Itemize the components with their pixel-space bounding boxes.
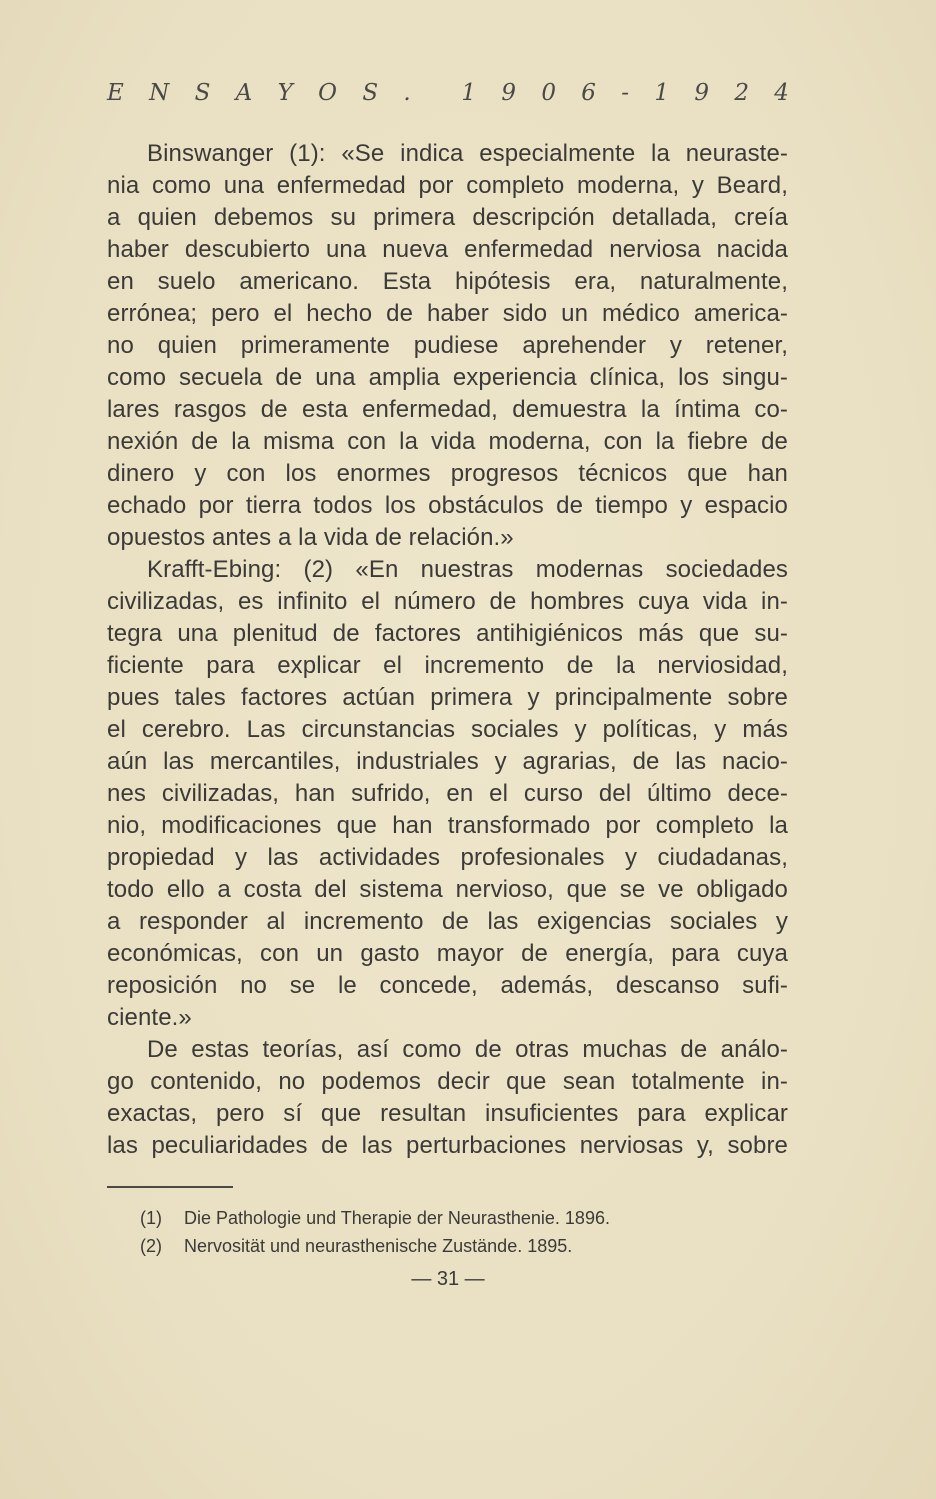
header-letter: 4: [774, 80, 789, 106]
text-line: en suelo americano. Esta hipótesis era, naturalmente,: [107, 268, 788, 295]
footnote-number: (2): [140, 1236, 162, 1256]
footnote-rule: [107, 1186, 233, 1188]
header-letter: .: [403, 80, 411, 106]
header-letter: 9: [501, 80, 516, 106]
text-line: a quien debemos su primera descripción detallada, creía: [107, 204, 788, 231]
text-line: no quien primeramente pudiese aprehender y retener,: [107, 332, 788, 359]
text-line: como secuela de una amplia experiencia clínica, los singu-: [107, 364, 788, 391]
text-line: reposición no se le concede, además, descanso sufi-: [107, 972, 788, 999]
text-line: ficiente para explicar el incremento de la nerviosidad,: [107, 652, 788, 679]
text-line: ciente.»: [107, 1004, 192, 1031]
text-line: todo ello a costa del sistema nervioso, que se ve obligado: [107, 876, 788, 903]
header-letter: E: [107, 80, 124, 106]
text-line: De estas teorías, así como de otras muchas de análo-: [147, 1036, 788, 1063]
text-line: aún las mercantiles, industriales y agrarias, de las nacio-: [107, 748, 788, 775]
text-line: echado por tierra todos los obstáculos de tiempo y espacio: [107, 492, 788, 519]
header-letter: Y: [277, 80, 293, 106]
header-letter: 1: [654, 80, 670, 106]
text-line: el cerebro. Las circunstancias sociales y políticas, y más: [107, 716, 788, 743]
text-line: opuestos antes a la vida de relación.»: [107, 524, 514, 551]
text-line: nia como una enfermedad por completo moderna, y Beard,: [107, 172, 788, 199]
footnote-text: Die Pathologie und Therapie der Neurasthenie. 1896.: [184, 1208, 610, 1228]
header-letter: 1: [461, 80, 477, 106]
text-line: nexión de la misma con la vida moderna, con la fiebre de: [107, 428, 788, 455]
text-line: pues tales factores actúan primera y principalmente sobre: [107, 684, 788, 711]
text-line: nes civilizadas, han sufrido, en el curso del último dece-: [107, 780, 788, 807]
text-line: Binswanger (1): «Se indica especialmente la neuraste-: [147, 140, 788, 167]
text-line: lares rasgos de esta enfermedad, demuestra la íntima co-: [107, 396, 788, 423]
header-letter: N: [149, 80, 170, 106]
header-letter: 2: [734, 80, 749, 106]
text-line: go contenido, no podemos decir que sean totalmente in-: [107, 1068, 788, 1095]
footnote-text: Nervosität und neurasthenische Zustände. 1895.: [184, 1236, 573, 1256]
header-letter: -: [621, 80, 630, 106]
page-number: — 31 —: [411, 1268, 485, 1290]
footnote-number: (1): [140, 1208, 162, 1228]
body-text: [107, 138, 788, 1162]
text-line: haber descubierto una nueva enfermedad nerviosa nacida: [107, 236, 788, 263]
header-letter: A: [235, 80, 253, 106]
text-line: las peculiaridades de las perturbaciones nerviosas y, sobre: [107, 1132, 788, 1159]
footnote-1: [140, 1208, 610, 1229]
header-letter: S: [362, 80, 379, 106]
text-line: exactas, pero sí que resultan insuficientes para explicar: [107, 1100, 788, 1127]
header-letter: 6: [581, 80, 596, 106]
text-line: propiedad y las actividades profesionales y ciudadanas,: [107, 844, 788, 871]
footnote-2: [140, 1236, 572, 1257]
text-line: económicas, con un gasto mayor de energía, para cuya: [107, 940, 788, 967]
text-line: nio, modificaciones que han transformado por completo la: [107, 812, 788, 839]
text-line: dinero y con los enormes progresos técnicos que han: [107, 460, 788, 487]
header-letter: O: [318, 80, 337, 106]
header-letter: S: [194, 80, 211, 106]
text-line: Krafft-Ebing: (2) «En nuestras modernas sociedades: [147, 556, 788, 583]
text-line: a responder al incremento de las exigencias sociales y: [107, 908, 788, 935]
header-letter: 9: [694, 80, 709, 106]
text-line: tegra una plenitud de factores antihigiénicos más que su-: [107, 620, 788, 647]
running-header: [107, 80, 789, 106]
text-line: civilizadas, es infinito el número de hombres cuya vida in-: [107, 588, 788, 615]
header-letter: 0: [541, 80, 556, 106]
text-line: errónea; pero el hecho de haber sido un médico america-: [107, 300, 788, 327]
